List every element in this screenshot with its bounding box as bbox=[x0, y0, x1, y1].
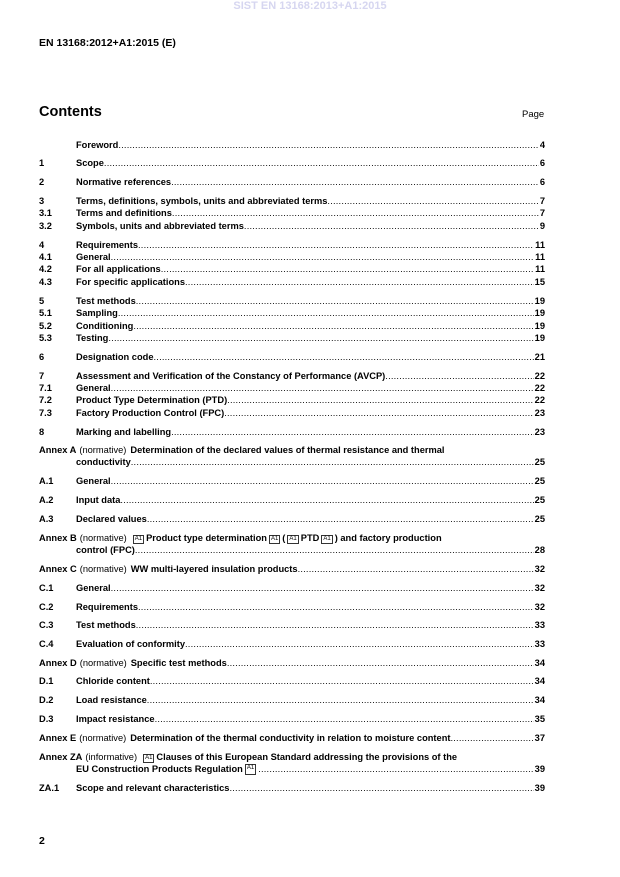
annex-label: Annex D bbox=[39, 658, 77, 668]
annex-kind: (normative) bbox=[79, 445, 127, 455]
entry-number: D.3 bbox=[39, 714, 54, 724]
toc-entry[interactable] bbox=[39, 264, 545, 275]
entry-number: 7 bbox=[39, 371, 45, 381]
entry-number: 5.2 bbox=[39, 321, 52, 331]
dot-leader bbox=[135, 545, 534, 556]
toc-entry[interactable] bbox=[39, 177, 545, 188]
dot-leader bbox=[154, 352, 534, 363]
toc-entry[interactable] bbox=[39, 352, 545, 363]
contents-title: Contents bbox=[39, 104, 102, 120]
toc-entry[interactable] bbox=[39, 383, 545, 394]
toc-entry[interactable] bbox=[39, 620, 545, 631]
annex-label: Annex B bbox=[39, 533, 77, 543]
entry-number: ZA.1 bbox=[39, 783, 60, 793]
entry-title: Designation code bbox=[76, 352, 154, 362]
annex-kind: (normative) bbox=[79, 733, 127, 743]
entry-title: For all applications bbox=[76, 264, 161, 274]
entry-title: General bbox=[76, 383, 111, 393]
entry-page: 7 bbox=[539, 208, 545, 218]
entry-page: 11 bbox=[535, 264, 545, 274]
amendment-start-icon: A1 bbox=[145, 755, 153, 761]
dot-leader bbox=[385, 371, 533, 382]
dot-leader bbox=[229, 783, 533, 794]
entry-title: General bbox=[76, 583, 111, 593]
dot-leader bbox=[450, 733, 533, 744]
indent bbox=[39, 764, 76, 775]
entry-page: 4 bbox=[539, 140, 545, 150]
dot-leader bbox=[172, 208, 539, 219]
entry-title: Scope bbox=[76, 158, 104, 168]
entry-page: 6 bbox=[539, 158, 545, 168]
dot-leader bbox=[108, 333, 533, 344]
entry-number: 7.1 bbox=[39, 383, 52, 393]
entry-number: 2 bbox=[39, 177, 45, 187]
entry-page: 32 bbox=[534, 583, 545, 593]
entry-title: Sampling bbox=[76, 308, 118, 318]
entry-title: Determination of the thermal conductivity in relation to moisture content bbox=[130, 733, 451, 743]
entry-title: Product Type Determination (PTD) bbox=[76, 395, 228, 405]
entry-title: Terms and definitions bbox=[76, 208, 172, 218]
page-column-label: Page bbox=[522, 109, 545, 120]
annex-kind: (normative) bbox=[79, 658, 127, 668]
watermark: SIST EN 13168:2013+A1:2015 bbox=[233, 0, 387, 12]
entry-page: 32 bbox=[534, 564, 545, 574]
entry-number bbox=[39, 140, 76, 151]
entry-page: 39 bbox=[534, 764, 545, 774]
dot-leader bbox=[171, 177, 539, 188]
dot-leader bbox=[155, 714, 534, 725]
toc-entry[interactable] bbox=[39, 252, 545, 263]
entry-title-part: PTD bbox=[300, 533, 320, 543]
entry-page: 19 bbox=[534, 296, 545, 306]
entry-number: 5.1 bbox=[39, 308, 52, 318]
entry-title: Input data bbox=[76, 495, 121, 505]
dot-leader bbox=[227, 658, 534, 669]
toc-entry[interactable] bbox=[39, 240, 545, 251]
entry-number: C.2 bbox=[39, 602, 54, 612]
entry-page: 19 bbox=[534, 321, 545, 331]
entry-page: 22 bbox=[534, 395, 545, 405]
toc-entry[interactable] bbox=[39, 395, 545, 406]
toc-entry[interactable] bbox=[39, 196, 545, 207]
dot-leader bbox=[327, 196, 538, 207]
dot-leader bbox=[298, 564, 534, 575]
toc-entry[interactable] bbox=[39, 476, 545, 487]
dot-leader bbox=[111, 476, 534, 487]
entry-title: Clauses of this European Standard addressing the provisions of the bbox=[156, 752, 458, 762]
entry-title-part: ( bbox=[282, 533, 286, 543]
entry-page: 35 bbox=[534, 714, 545, 724]
entry-number: D.2 bbox=[39, 695, 54, 705]
entry-number: 4.2 bbox=[39, 264, 52, 274]
dot-leader bbox=[150, 676, 534, 687]
entry-title: Determination of the declared values of thermal resistance and thermal bbox=[130, 445, 445, 455]
toc-entry[interactable] bbox=[39, 783, 545, 794]
toc-entry[interactable] bbox=[39, 296, 545, 307]
annex-label: Annex ZA bbox=[39, 752, 83, 762]
entry-page: 25 bbox=[534, 476, 545, 486]
entry-title: Marking and labelling bbox=[76, 427, 172, 437]
amendment-end-icon: A1 bbox=[245, 764, 256, 775]
indent bbox=[39, 457, 76, 468]
dot-leader bbox=[138, 240, 534, 251]
entry-title: Assessment and Verification of the Constancy of Performance (AVCP) bbox=[76, 371, 386, 381]
entry-number: 8 bbox=[39, 427, 45, 437]
entry-number: D.1 bbox=[39, 676, 54, 686]
entry-number: 3.2 bbox=[39, 221, 52, 231]
entry-title: Requirements bbox=[76, 240, 138, 250]
toc-entry[interactable] bbox=[39, 408, 545, 419]
entry-number: C.3 bbox=[39, 620, 54, 630]
entry-page: 15 bbox=[534, 277, 545, 287]
entry-title-continued: conductivity bbox=[76, 457, 131, 467]
entry-number: 6 bbox=[39, 352, 45, 362]
entry-page: 23 bbox=[534, 427, 545, 437]
entry-page: 34 bbox=[534, 676, 545, 686]
dot-leader bbox=[147, 695, 534, 706]
toc-entry[interactable] bbox=[39, 277, 545, 288]
annex-label: Annex C bbox=[39, 564, 77, 574]
entry-title: Terms, definitions, symbols, units and abbreviated terms bbox=[76, 196, 328, 206]
entry-title: Chloride content bbox=[76, 676, 150, 686]
entry-page: 34 bbox=[534, 658, 545, 668]
toc-entry-heading[interactable] bbox=[39, 752, 457, 763]
dot-leader bbox=[147, 514, 534, 525]
entry-number: C.4 bbox=[39, 639, 54, 649]
dot-leader bbox=[136, 620, 534, 631]
dot-leader bbox=[224, 408, 533, 419]
entry-page: 33 bbox=[534, 620, 545, 630]
toc-entry[interactable] bbox=[39, 583, 545, 594]
entry-page: 25 bbox=[534, 457, 545, 467]
amendment-start-icon: A1 bbox=[289, 536, 297, 542]
entry-title: Requirements bbox=[76, 602, 138, 612]
toc-entry[interactable] bbox=[39, 695, 545, 706]
toc-entry[interactable] bbox=[39, 308, 545, 319]
toc-entry[interactable] bbox=[39, 602, 545, 613]
entry-page: 33 bbox=[534, 639, 545, 649]
entry-page: 11 bbox=[535, 252, 545, 262]
entry-page: 7 bbox=[539, 196, 545, 206]
dot-leader bbox=[120, 495, 533, 506]
entry-page: 19 bbox=[534, 333, 545, 343]
annex-kind: (normative) bbox=[79, 564, 127, 574]
entry-title: Declared values bbox=[76, 514, 147, 524]
dot-leader bbox=[111, 383, 534, 394]
entry-title: Symbols, units and abbreviated terms bbox=[76, 221, 244, 231]
dot-leader bbox=[161, 264, 534, 275]
entry-title: Load resistance bbox=[76, 695, 147, 705]
page-number: 2 bbox=[39, 835, 45, 847]
toc-entry[interactable] bbox=[39, 208, 545, 219]
entry-title: For specific applications bbox=[76, 277, 186, 287]
toc-entry-heading[interactable] bbox=[39, 533, 442, 544]
entry-number: 7.3 bbox=[39, 408, 52, 418]
entry-number: A.2 bbox=[39, 495, 54, 505]
annex-label: Annex E bbox=[39, 733, 77, 743]
dot-leader bbox=[244, 221, 539, 232]
entry-title: Foreword bbox=[76, 140, 119, 150]
toc-entry[interactable] bbox=[39, 658, 545, 669]
entry-page: 34 bbox=[534, 695, 545, 705]
toc-entry[interactable] bbox=[39, 427, 545, 438]
toc-entry[interactable] bbox=[39, 457, 545, 468]
entry-number: A.1 bbox=[39, 476, 54, 486]
document-header: EN 13168:2012+A1:2015 (E) bbox=[39, 37, 176, 49]
entry-page: 25 bbox=[534, 495, 545, 505]
dot-leader bbox=[227, 395, 533, 406]
entry-number: 4.1 bbox=[39, 252, 52, 262]
entry-title: Conditioning bbox=[76, 321, 134, 331]
entry-page: 21 bbox=[534, 352, 545, 362]
dot-leader bbox=[136, 296, 534, 307]
entry-title: Normative references bbox=[76, 177, 172, 187]
entry-title-continued: EU Construction Products Regulation bbox=[76, 764, 243, 774]
toc-entry[interactable] bbox=[39, 714, 545, 725]
dot-leader bbox=[133, 321, 533, 332]
annex-kind: (normative) bbox=[79, 533, 127, 543]
entry-page: 19 bbox=[534, 308, 545, 318]
entry-title: Test methods bbox=[76, 620, 136, 630]
toc-entry[interactable] bbox=[39, 514, 545, 525]
dot-leader bbox=[185, 639, 534, 650]
toc-entry-heading[interactable] bbox=[39, 445, 445, 456]
entry-number: 1 bbox=[39, 158, 45, 168]
toc-entry[interactable] bbox=[39, 158, 545, 169]
entry-number: 3 bbox=[39, 196, 45, 206]
entry-title: Impact resistance bbox=[76, 714, 155, 724]
dot-leader bbox=[258, 764, 533, 775]
entry-title: Scope and relevant characteristics bbox=[76, 783, 230, 793]
toc-entry[interactable] bbox=[39, 321, 545, 332]
entry-title: Evaluation of conformity bbox=[76, 639, 185, 649]
dot-leader bbox=[118, 308, 534, 319]
toc-entry[interactable] bbox=[39, 733, 545, 744]
amendment-start-icon: A1 bbox=[134, 536, 143, 542]
amendment-end-icon: A1 bbox=[270, 536, 279, 542]
entry-number: 5.3 bbox=[39, 333, 52, 343]
entry-title: Testing bbox=[76, 333, 109, 343]
entry-title: Test methods bbox=[76, 296, 136, 306]
annex-kind: (informative) bbox=[85, 752, 138, 762]
entry-title: Product type determination bbox=[146, 533, 267, 543]
entry-title: Specific test methods bbox=[130, 658, 227, 668]
dot-leader bbox=[118, 140, 538, 151]
dot-leader bbox=[131, 457, 534, 468]
entry-page: 28 bbox=[534, 545, 545, 555]
entry-number: 4 bbox=[39, 240, 45, 250]
entry-page: 22 bbox=[534, 371, 545, 381]
dot-leader bbox=[111, 252, 535, 263]
dot-leader bbox=[171, 427, 534, 438]
toc-entry[interactable] bbox=[39, 676, 545, 687]
toc-entry[interactable] bbox=[39, 495, 545, 506]
entry-page: 6 bbox=[539, 177, 545, 187]
toc-entry[interactable] bbox=[39, 764, 545, 775]
entry-page: 9 bbox=[539, 221, 545, 231]
dot-leader bbox=[185, 277, 534, 288]
entry-number: C.1 bbox=[39, 583, 54, 593]
toc-entry[interactable] bbox=[39, 564, 545, 575]
entry-number: 5 bbox=[39, 296, 45, 306]
entry-page: 32 bbox=[534, 602, 545, 612]
entry-page: 39 bbox=[534, 783, 545, 793]
entry-page: 11 bbox=[535, 240, 545, 250]
entry-number: 3.1 bbox=[39, 208, 52, 218]
dot-leader bbox=[111, 583, 534, 594]
entry-title-part: ) and factory production bbox=[334, 533, 442, 543]
entry-number: 7.2 bbox=[39, 395, 52, 405]
toc-entry[interactable] bbox=[39, 221, 545, 232]
toc-entry[interactable] bbox=[39, 639, 545, 650]
dot-leader bbox=[138, 602, 534, 613]
toc-entry[interactable] bbox=[39, 371, 545, 382]
entry-number: 4.3 bbox=[39, 277, 52, 287]
entry-page: 25 bbox=[534, 514, 545, 524]
entry-title-continued: control (FPC) bbox=[76, 545, 135, 555]
entry-title: WW multi-layered insulation products bbox=[130, 564, 298, 574]
dot-leader bbox=[104, 158, 539, 169]
annex-label: Annex A bbox=[39, 445, 77, 455]
entry-title: General bbox=[76, 476, 111, 486]
entry-title: General bbox=[76, 252, 111, 262]
entry-page: 37 bbox=[534, 733, 545, 743]
entry-page: 22 bbox=[534, 383, 545, 393]
entry-number: A.3 bbox=[39, 514, 54, 524]
toc-entry[interactable] bbox=[39, 333, 545, 344]
indent bbox=[39, 545, 76, 556]
toc-entry[interactable] bbox=[39, 545, 545, 556]
entry-page: 23 bbox=[534, 408, 545, 418]
entry-title: Factory Production Control (FPC) bbox=[76, 408, 225, 418]
amendment-end-icon: A1 bbox=[323, 536, 331, 542]
toc-entry[interactable] bbox=[39, 140, 545, 151]
